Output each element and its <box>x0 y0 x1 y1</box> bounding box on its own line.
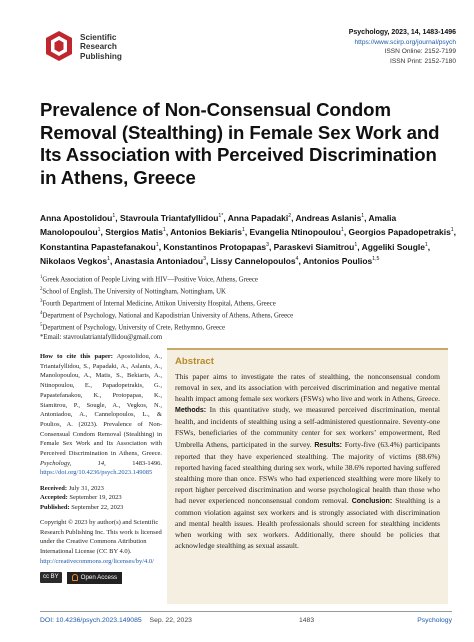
author-name: Paraskevi Siamitrou <box>273 241 355 252</box>
scirp-logo-icon[interactable] <box>44 30 74 62</box>
abstract-results: Forty-five (63.4%) participants reported that they have experienced stealthing. The majority of victims (88.6%) reported having faced stealthing during sex work, while 38.6% reported having suffered stealthing more than once. FSWs who had experienced stealthing were more likely to report higher perceived discrimination and worse psychological health than those who had never experienced nonconsensual condom removal. <box>175 439 441 506</box>
author-name: Amalia Manolopoulou <box>40 212 397 238</box>
abstract-methods: In this quantitative study, we measured perceived discrimination, mental health, and incidents of stealthing using a self-administered questionnaire. Seventy-one FSWs, beneficiaries of the community center for sex workers’ empowerment, Red Umbrella Athens, participated in the survey. <box>175 405 441 449</box>
affiliation-text: Department of Psychology, University of Crete, Rethymno, Greece <box>42 324 226 332</box>
author-name: Stergios Matis <box>105 227 163 238</box>
open-lock-icon <box>72 574 78 581</box>
affiliation-item <box>40 297 460 309</box>
accepted-label: Accepted: <box>40 494 68 502</box>
journal-url-link[interactable]: https://www.scirp.org/journal/psych <box>354 38 456 46</box>
author-name: Anna Papadaki <box>227 212 289 223</box>
author-name: Antonios Bekiaris <box>170 227 242 238</box>
author-name: Aggeliki Sougle <box>361 241 425 252</box>
affiliation-text: Department of Psychology, National and Kapodistrian University of Athens, Athens, Greece <box>42 312 294 320</box>
abstract-conclusion: Stealthing is a common violation against sex workers and is strongly associated with discrimination and mental health issues. Health professionals should screen for stealthing incidents when working with sex workers. Additionally, there should be policies that acknowledge stealthing as sexual assault. <box>175 496 441 551</box>
author-name: Andreas Aslanis <box>295 212 362 223</box>
open-access-label: Open Access <box>80 573 118 581</box>
affiliation-text: School of English, The University of Nottingham, Nottingham, UK <box>42 288 226 296</box>
author-affiliation-marker: 1 <box>354 241 358 248</box>
published-date: September 22, 2023 <box>71 503 124 511</box>
author-name: Anastasia Antoniadou <box>114 256 204 267</box>
author-name: Nikolaos Vegkos <box>40 256 108 267</box>
affiliation-item <box>40 273 460 285</box>
affiliation-text: Greek Association of People Living with HIV—Positive Voice, Athens, Greece <box>42 276 258 284</box>
cc-by-badge-icon[interactable]: cc BY <box>40 572 62 583</box>
affiliation-number: 5 <box>40 323 43 329</box>
author-name: Anna Apostolidou <box>40 212 113 223</box>
affiliation-number: 2 <box>40 287 43 293</box>
publisher-name[interactable] <box>80 33 170 61</box>
abstract-heading: Abstract <box>175 356 214 367</box>
abstract-methods-label: Methods: <box>175 407 207 415</box>
author-affiliation-marker: 1 <box>340 227 344 234</box>
how-to-cite <box>40 352 162 478</box>
how-to-cite-pages: 1483-1496. <box>132 459 162 467</box>
affiliation-number: 4 <box>40 311 43 317</box>
affiliation-list <box>40 273 460 343</box>
publisher-name-line-3: Publishing <box>80 51 122 61</box>
published-label: Published: <box>40 503 70 511</box>
journal-meta <box>349 28 456 66</box>
affiliation-number: 1 <box>40 275 43 280</box>
received-label: Received: <box>40 485 68 493</box>
license-badges <box>40 572 162 584</box>
how-to-cite-label: How to cite this paper: <box>40 353 113 360</box>
footer-doi-link[interactable]: DOI: 10.4236/psych.2023.149085 <box>40 617 142 624</box>
affiliation-item <box>40 309 460 321</box>
affiliation-item <box>40 285 460 297</box>
footer-page-number: 1483 <box>298 617 315 624</box>
footer-date: Sep. 22, 2023 <box>149 617 192 624</box>
footer-divider <box>40 611 452 612</box>
affiliation-item <box>40 321 460 333</box>
author-name: Stavroula Triantafyllidou <box>119 212 219 223</box>
author-affiliation-marker: 1 <box>112 213 116 219</box>
author-affiliation-marker: 1 <box>424 241 428 248</box>
issn-print: ISSN Print: 2152-7180 <box>390 57 456 65</box>
author-name: Antonios Poulios <box>302 256 373 267</box>
abstract-results-label: Results: <box>314 441 342 449</box>
author-name: Georgios Papadopetrakis <box>348 227 451 238</box>
accepted-date: September 19, 2023 <box>69 494 122 502</box>
author-affiliation-marker: 1 <box>107 256 110 263</box>
author-list: Anna Apostolidou$^1$, Stavroula Triantafyllidou$^{1*}$, Anna Papadaki$^2$, Andreas Aslanis$^1$, Amalia Manolopoulou$^1$, Stergios Matis$^1$, Antonios Bekiaris$^1$, Evangelia Ntinopoulou$^1$, Georgios Papadopetrakis$^1$, Konstantina Papastefanakou$^1$, Konstantinos Protopapas$^3$, Paraskevi Siamitrou$^1$, Aggeliki Sougle$^1$, Nikolaos Vegkos$^1$, Anastasia Antoniadou$^3$, Lissy Cannelopoulos$^4$, Antonios Poulios$^{1,5}$ <box>40 212 457 267</box>
author-affiliation-marker: 1 <box>155 241 159 248</box>
author-affiliation-marker: 3 <box>266 241 269 248</box>
license-link[interactable]: http://creativecommons.org/licenses/by/4.0/ <box>40 557 154 565</box>
how-to-cite-text: Apostolidou, A., Triantafyllidou, S., Papadaki, A., Aslanis, A., Manolopoulou, A., Matis, S., Bekiaris, A., Ntinopoulou, E., Papadopetrakis, G., Papastefanakou, K., Protopapas, K., Siamitrou, P., Sougle, A., Vegkos, N., Antoniadou, A., Cannelopoulos, L., & Poulios, A. (2023). Prevalence of Non-Consensual Condom Removal (Stealthing) in Female Sex Work and Its Association with Perceived Discrimination in Athens, Greece. <box>40 353 162 458</box>
author-affiliation-marker: 1 <box>97 227 101 234</box>
citation-sidebar <box>40 352 162 584</box>
author-name: Konstantinos Protopapas <box>163 241 267 252</box>
author-name: Lissy Cannelopoulos <box>210 256 296 267</box>
affiliation-text: Fourth Department of Internal Medicine, Attikon University Hospital, Athens, Greece <box>42 300 276 308</box>
article-title: Prevalence of Non-Consensual Condom Removal (Stealthing) in Female Sex Work and Its Association with Perceived Discrimination in Athens, Greece <box>40 99 440 188</box>
author-affiliation-marker: 3 <box>203 256 206 263</box>
publisher-name-line-2: Research <box>80 42 117 52</box>
author-affiliation-marker: 1 <box>162 227 166 234</box>
open-access-badge <box>67 572 122 584</box>
journal-citation: Psychology, 2023, 14, 1483-1496 <box>348 29 456 36</box>
received-date: July 31, 2023 <box>68 485 104 493</box>
how-to-cite-journal: Psychology, 14, <box>40 459 106 467</box>
author-affiliation-marker: 1* <box>218 213 224 219</box>
author-affiliation-marker: 4 <box>295 256 299 263</box>
abstract-intro: This paper aims to investigate the rates of stealthing, the nonconsensual condom removal in sex, and its association with perceived discrimination and negative mental health impact among female sex workers (FSWs) who live and work in Athens, Greece. <box>175 372 440 404</box>
copyright-text: Copyright © 2023 by author(s) and Scientific Research Publishing Inc. This work is licensed under the Creative Commons Attribution International License (CC BY 4.0). <box>40 519 162 556</box>
author-affiliation-marker: 2 <box>288 213 292 219</box>
page-footer <box>40 617 452 624</box>
footer-journal: Psychology <box>417 617 452 624</box>
publisher-name-line-1: Scientific <box>80 33 117 42</box>
corresponding-email[interactable]: *Email: stavroulatriantafyllidou@gmail.com <box>40 334 163 342</box>
abstract-text <box>175 371 440 552</box>
abstract-box <box>167 348 448 604</box>
author-affiliation-marker: 1,5 <box>372 256 380 263</box>
how-to-cite-doi-link[interactable]: https://doi.org/10.4236/psych.2023.149085 <box>40 469 153 477</box>
author-affiliation-marker: 1 <box>241 227 245 234</box>
abstract-conclusion-label: Conclusion: <box>351 498 393 506</box>
author-affiliation-marker: 1 <box>361 213 365 219</box>
article-dates <box>40 484 162 512</box>
author-name: Evangelia Ntinopoulou <box>249 227 341 238</box>
author-name: Konstantina Papastefanakou <box>40 241 156 252</box>
affiliation-number: 3 <box>40 299 43 305</box>
issn-online: ISSN Online: 2152-7199 <box>384 48 456 56</box>
author-affiliation-marker: 1 <box>450 227 454 234</box>
